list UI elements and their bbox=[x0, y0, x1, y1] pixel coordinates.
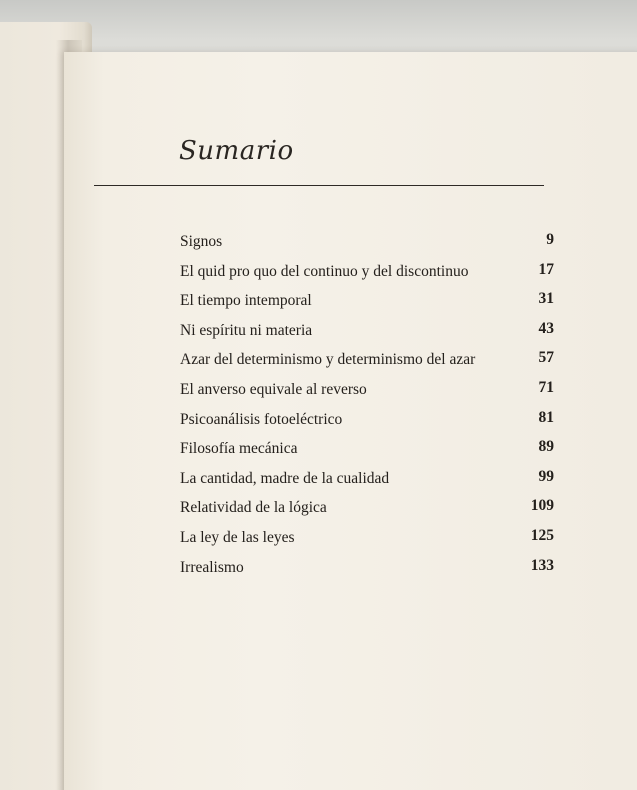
toc-entry-page: 89 bbox=[538, 438, 554, 456]
toc-entry-page: 43 bbox=[538, 319, 554, 337]
toc-entry-page: 109 bbox=[530, 497, 554, 515]
toc-entry-title: Psicoanálisis fotoeléctrico bbox=[180, 410, 343, 428]
toc-entry-page: 31 bbox=[538, 290, 554, 308]
toc-entry-page: 125 bbox=[530, 526, 554, 544]
toc-entry bbox=[180, 524, 554, 554]
toc-entry bbox=[180, 435, 554, 465]
toc-entry-title: Relatividad de la lógica bbox=[180, 499, 327, 517]
toc-entry bbox=[180, 406, 554, 436]
toc-entry-title: La cantidad, madre de la cualidad bbox=[180, 469, 390, 487]
toc-entry bbox=[180, 554, 554, 584]
table-of-contents bbox=[180, 228, 554, 583]
title-rule bbox=[94, 185, 544, 186]
toc-entry-title: El anverso equivale al reverso bbox=[180, 380, 367, 398]
toc-entry-title: Filosofía mecánica bbox=[180, 440, 298, 458]
toc-entry-page: 17 bbox=[538, 260, 554, 278]
toc-entry-title: Ni espíritu ni materia bbox=[180, 321, 313, 339]
toc-entry bbox=[180, 346, 554, 376]
toc-entry bbox=[180, 376, 554, 406]
toc-entry-page: 57 bbox=[538, 349, 554, 367]
toc-entry bbox=[180, 317, 554, 347]
toc-entry-page: 81 bbox=[538, 408, 554, 426]
toc-entry-page: 9 bbox=[546, 231, 554, 248]
toc-entry-title: Azar del determinismo y determinismo del azar bbox=[180, 351, 476, 369]
toc-entry bbox=[180, 465, 554, 495]
toc-entry bbox=[180, 287, 554, 317]
toc-entry bbox=[180, 228, 554, 258]
toc-entry-title: La ley de las leyes bbox=[180, 528, 295, 546]
toc-entry-title: El quid pro quo del continuo y del discontinuo bbox=[180, 262, 469, 280]
page-title: Sumario bbox=[179, 136, 294, 166]
toc-entry-title: El tiempo intemporal bbox=[180, 292, 312, 310]
toc-entry-title: Irrealismo bbox=[180, 558, 244, 576]
toc-entry-page: 99 bbox=[538, 467, 554, 485]
toc-entry-page: 133 bbox=[530, 556, 554, 574]
toc-entry-title: Signos bbox=[180, 233, 223, 250]
toc-entry bbox=[180, 258, 554, 288]
toc-entry bbox=[180, 494, 554, 524]
toc-entry-page: 71 bbox=[538, 378, 554, 396]
